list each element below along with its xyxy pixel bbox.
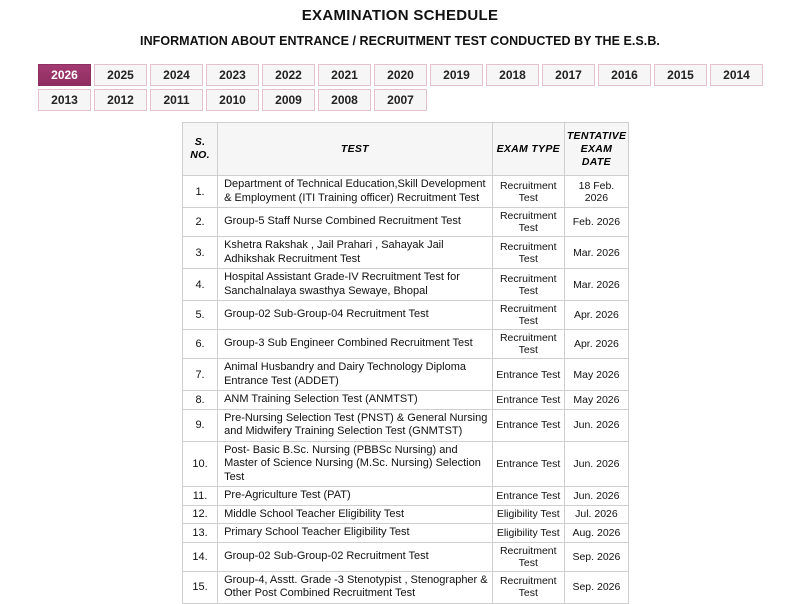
year-tab-2012[interactable]: 2012 [94,89,147,111]
cell-exam-date: May 2026 [564,359,628,391]
cell-exam-date: Aug. 2026 [564,524,628,543]
cell-exam-type: Entrance Test [492,409,564,441]
cell-serial-number: 1. [183,176,218,208]
cell-exam-date: 18 Feb. 2026 [564,176,628,208]
cell-exam-type: Recruitment Test [492,330,564,359]
table-row [183,391,629,410]
cell-test-name: ANM Training Selection Test (ANMTST) [218,391,493,410]
column-header-date-line3: DATE [581,155,611,168]
cell-serial-number: 2. [183,208,218,237]
cell-exam-type: Entrance Test [492,441,564,487]
cell-exam-date: May 2026 [564,391,628,410]
table-row [183,237,629,269]
year-tab-2013[interactable]: 2013 [38,89,91,111]
cell-serial-number: 7. [183,359,218,391]
table-body [183,176,629,604]
cell-serial-number: 5. [183,301,218,330]
cell-exam-date: Mar. 2026 [564,269,628,301]
page-subtitle: INFORMATION ABOUT ENTRANCE / RECRUITMENT TEST CONDUCTED BY THE E.S.B. [140,34,660,48]
cell-exam-date: Jun. 2026 [564,441,628,487]
cell-exam-date: Feb. 2026 [564,208,628,237]
page-title: EXAMINATION SCHEDULE [301,7,499,24]
table-row [183,301,629,330]
column-header-sno [183,123,218,176]
cell-exam-type: Eligibility Test [492,524,564,543]
year-tab-2010[interactable]: 2010 [206,89,259,111]
year-tab-2016[interactable]: 2016 [598,64,651,86]
cell-exam-type: Recruitment Test [492,237,564,269]
cell-test-name: Group-3 Sub Engineer Combined Recruitment Test [218,330,493,359]
cell-serial-number: 13. [183,524,218,543]
cell-serial-number: 8. [183,391,218,410]
cell-test-name: Group-02 Sub-Group-04 Recruitment Test [218,301,493,330]
year-tab-list [0,64,768,111]
year-tab-2019[interactable]: 2019 [430,64,483,86]
column-header-exam-date [564,123,628,176]
cell-serial-number: 12. [183,505,218,524]
cell-test-name: Hospital Assistant Grade-IV Recruitment Test for Sanchalnalaya swasthya Sewaye, Bhopal [218,269,493,301]
column-header-sno-line2: NO. [190,149,210,161]
page-header [0,0,800,50]
year-tab-2011[interactable]: 2011 [150,89,203,111]
table-row [183,176,629,208]
cell-test-name: Post- Basic B.Sc. Nursing (PBBSc Nursing) and Master of Science Nursing (M.Sc. Nursing) Selection Test [218,441,493,487]
table-row [183,542,629,571]
cell-exam-type: Entrance Test [492,487,564,506]
cell-test-name: Pre-Nursing Selection Test (PNST) & General Nursing and Midwifery Training Selection Test (GNMTST) [218,409,493,441]
year-tab-2020[interactable]: 2020 [374,64,427,86]
table-row [183,208,629,237]
cell-serial-number: 4. [183,269,218,301]
cell-exam-date: Sep. 2026 [564,542,628,571]
cell-exam-type: Eligibility Test [492,505,564,524]
cell-test-name: Pre-Agriculture Test (PAT) [218,487,493,506]
year-tab-2022[interactable]: 2022 [262,64,315,86]
year-tab-2021[interactable]: 2021 [318,64,371,86]
cell-exam-date: Jul. 2026 [564,505,628,524]
cell-serial-number: 14. [183,542,218,571]
cell-exam-type: Recruitment Test [492,208,564,237]
cell-test-name: Primary School Teacher Eligibility Test [218,524,493,543]
table-row [183,441,629,487]
cell-serial-number: 10. [183,441,218,487]
cell-exam-date: Jun. 2026 [564,409,628,441]
cell-test-name: Animal Husbandry and Dairy Technology Diploma Entrance Test (ADDET) [218,359,493,391]
cell-exam-date: Apr. 2026 [564,330,628,359]
column-header-test: TEST [218,123,493,176]
cell-exam-date: Mar. 2026 [564,237,628,269]
cell-test-name: Group-5 Staff Nurse Combined Recruitment Test [218,208,493,237]
cell-serial-number: 9. [183,409,218,441]
cell-test-name: Kshetra Rakshak , Jail Prahari , Sahayak Jail Adhikshak Recruitment Test [218,237,493,269]
year-tab-2018[interactable]: 2018 [486,64,539,86]
cell-exam-type: Recruitment Test [492,269,564,301]
cell-exam-date: Apr. 2026 [564,301,628,330]
table-header-row [183,123,629,176]
table-row [183,487,629,506]
cell-test-name: Department of Technical Education,Skill Development & Employment (ITI Training officer) Recruitment Test [218,176,493,208]
cell-exam-type: Entrance Test [492,391,564,410]
cell-exam-type: Recruitment Test [492,571,564,603]
cell-test-name: Group-02 Sub-Group-02 Recruitment Test [218,542,493,571]
year-tab-2017[interactable]: 2017 [542,64,595,86]
year-tab-2008[interactable]: 2008 [318,89,371,111]
cell-serial-number: 15. [183,571,218,603]
year-tab-2023[interactable]: 2023 [206,64,259,86]
cell-exam-type: Recruitment Test [492,301,564,330]
column-header-exam-type: EXAM TYPE [492,123,564,176]
cell-exam-type: Entrance Test [492,359,564,391]
cell-serial-number: 3. [183,237,218,269]
year-tab-2014[interactable]: 2014 [710,64,763,86]
cell-exam-type: Recruitment Test [492,542,564,571]
table-row [183,505,629,524]
table-row [183,409,629,441]
year-tab-2009[interactable]: 2009 [262,89,315,111]
cell-serial-number: 6. [183,330,218,359]
cell-exam-type: Recruitment Test [492,176,564,208]
year-tab-2007[interactable]: 2007 [374,89,427,111]
table-row [183,330,629,359]
table-row [183,524,629,543]
column-header-date-line2: EXAM [580,142,613,155]
column-header-sno-line1: S. [194,136,206,148]
cell-serial-number: 11. [183,487,218,506]
year-tab-2026[interactable]: 2026 [38,64,91,86]
year-tab-2015[interactable]: 2015 [654,64,707,86]
column-header-date-line1: TENTATIVE [566,129,627,142]
cell-exam-date: Sep. 2026 [564,571,628,603]
table-row [183,359,629,391]
exam-schedule-table-container [182,122,629,604]
table-header [183,123,629,176]
cell-test-name: Middle School Teacher Eligibility Test [218,505,493,524]
year-tab-2025[interactable]: 2025 [94,64,147,86]
cell-test-name: Group-4, Asstt. Grade -3 Stenotypist , Stenographer & Other Post Combined Recruitment Test [218,571,493,603]
table-row [183,571,629,603]
year-tab-2024[interactable]: 2024 [150,64,203,86]
table-row [183,269,629,301]
exam-schedule-table [182,122,629,604]
cell-exam-date: Jun. 2026 [564,487,628,506]
